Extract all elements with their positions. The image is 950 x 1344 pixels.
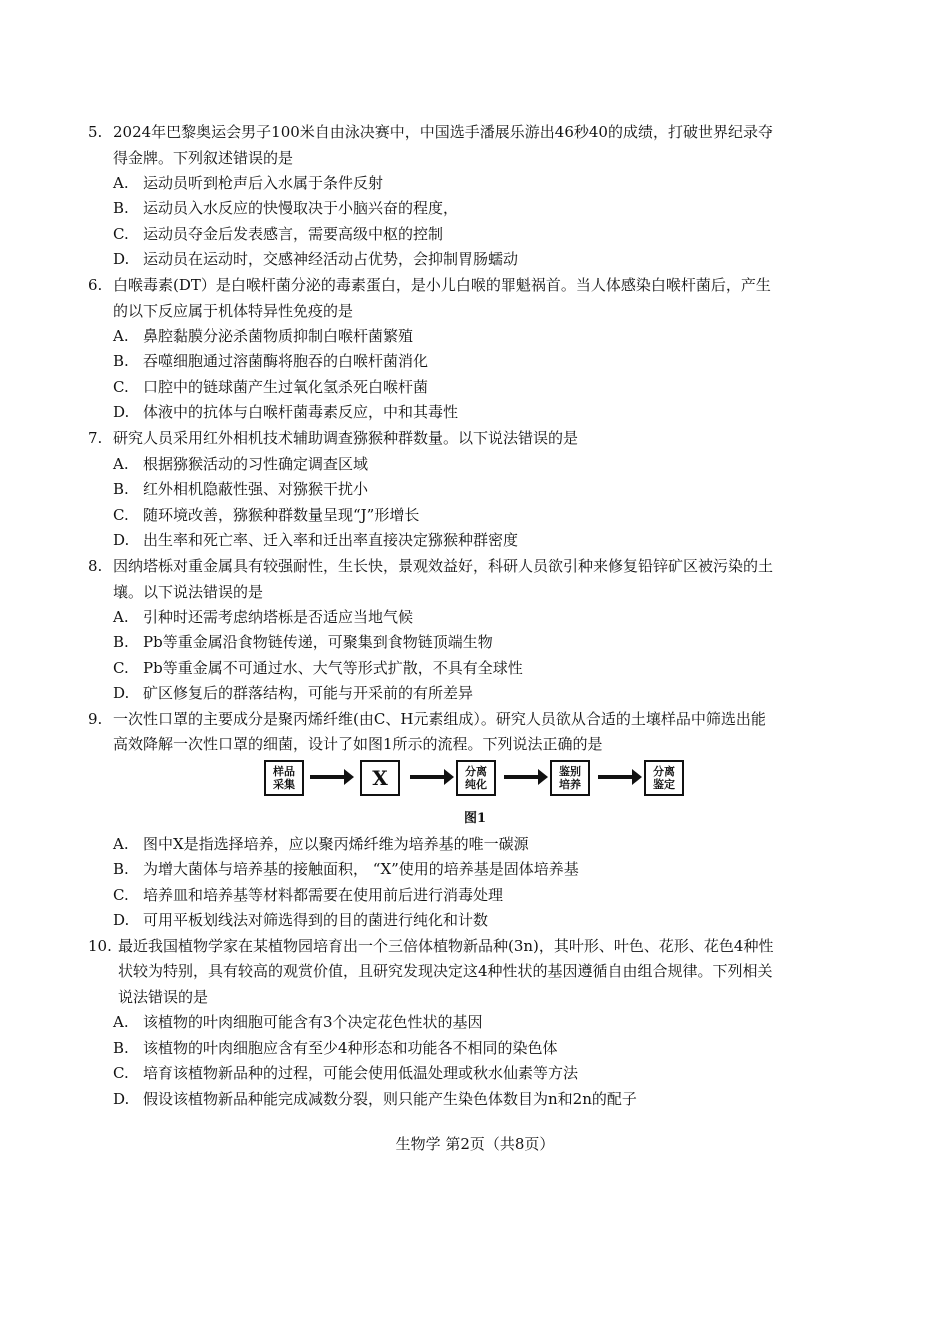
question-number: 10. [88,937,112,955]
option-text: 培育该植物新品种的过程，可能会使用低温处理或秋水仙素等方法 [143,1064,579,1082]
option-label: C. [113,378,129,396]
question-stem: 的以下反应属于机体特异性免疫的是 [113,302,354,320]
option-text: 图中X是指选择培养，应以聚丙烯纤维为培养基的唯一碳源 [143,835,529,853]
option-text: 运动员听到枪声后入水属于条件反射 [143,174,384,192]
flow-arrow [310,775,346,779]
option-text: 出生率和死亡率、迁入率和迁出率直接决定猕猴种群密度 [143,531,519,549]
question-stem: 状较为特别，具有较高的观赏价值，且研究发现决定这4种性状的基因遵循自由组合规律。下列相关 [118,962,773,980]
option-label: A. [113,1013,129,1031]
page-footer: 生物学 第2页（共8页） [395,1135,555,1153]
option-label: B. [113,633,129,651]
option-text: 培养皿和培养基等材料都需要在使用前后进行消毒处理 [143,886,504,904]
question-number: 8. [88,557,103,575]
flow-step-text: 纯化 [465,778,487,791]
question-stem: 得金牌。下列叙述错误的是 [113,149,294,167]
flow-step-text: 鉴定 [653,778,675,791]
flow-step-sample-collection [264,760,304,796]
option-label: D. [113,531,130,549]
question-number: 9. [88,710,103,728]
option-label: C. [113,659,129,677]
question-number: 6. [88,276,103,294]
question-stem: 白喉毒素(DT）是白喉杆菌分泌的毒素蛋白，是小儿白喉的罪魁祸首。当人体感染白喉杆菌后，产生 [113,276,771,294]
option-label: B. [113,1039,129,1057]
option-text: 红外相机隐蔽性强、对猕猴干扰小 [143,480,369,498]
question-stem: 一次性口罩的主要成分是聚丙烯纤维(由C、H元素组成）。研究人员欲从合适的土壤样品中筛选出能 [113,710,766,728]
option-text: Pb等重金属沿食物链传递，可聚集到食物链顶端生物 [143,633,493,651]
option-text: 为增大菌体与培养基的接触面积， “X”使用的培养基是固体培养基 [143,860,579,878]
option-label: B. [113,352,129,370]
flow-step-text: 培养 [559,778,581,791]
option-text: 运动员在运动时，交感神经活动占优势，会抑制胃肠蠕动 [143,250,519,268]
option-text: 矿区修复后的群落结构，可能与开采前的有所差异 [143,684,474,702]
option-label: D. [113,1090,130,1108]
option-text: 可用平板划线法对筛选得到的目的菌进行纯化和计数 [143,911,489,929]
flow-arrow [504,775,540,779]
option-label: A. [113,174,129,192]
option-text: 运动员夺金后发表感言，需要高级中枢的控制 [143,225,444,243]
flow-step-text: 分离 [465,765,487,778]
option-label: C. [113,225,129,243]
flow-diagram [264,760,684,798]
option-label: B. [113,480,129,498]
flow-step-identify-culture [550,760,590,796]
option-label: A. [113,608,129,626]
question-stem: 2024年巴黎奥运会男子100米自由泳决赛中，中国选手潘展乐游出46秒40的成绩，打破世界纪录夺 [113,123,773,141]
question-stem: 壤。以下说法错误的是 [113,583,264,601]
option-text: 该植物的叶肉细胞可能含有3个决定花色性状的基因 [143,1013,483,1031]
option-label: D. [113,403,130,421]
figure-caption: 图1 [464,811,487,826]
option-label: D. [113,250,130,268]
flow-arrow [410,775,446,779]
question-stem: 最近我国植物学家在某植物园培育出一个三倍体植物新品种(3n)，其叶形、叶色、花形、花色4种性 [118,937,774,955]
option-label: A. [113,327,129,345]
flow-step-x: X [360,760,400,796]
option-text: 该植物的叶肉细胞应含有至少4种形态和功能各不相同的染色体 [143,1039,558,1057]
option-label: C. [113,886,129,904]
option-text: 鼻腔黏膜分泌杀菌物质抑制白喉杆菌繁殖 [143,327,414,345]
question-stem: 因纳塔栎对重金属具有较强耐性，生长快，景观效益好，科研人员欲引种来修复铅锌矿区被污染的土 [113,557,774,575]
flow-step-identification [644,760,684,796]
option-text: 假设该植物新品种能完成减数分裂，则只能产生染色体数目为n和2n的配子 [143,1090,637,1108]
option-text: 体液中的抗体与白喉杆菌毒素反应，中和其毒性 [143,403,459,421]
question-stem: 研究人员采用红外相机技术辅助调查猕猴种群数量。以下说法错误的是 [113,429,579,447]
flow-step-text: 采集 [273,778,295,791]
option-text: 口腔中的链球菌产生过氧化氢杀死白喉杆菌 [143,378,429,396]
option-label: A. [113,455,129,473]
option-text: Pb等重金属不可通过水、大气等形式扩散，不具有全球性 [143,659,523,677]
option-label: A. [113,835,129,853]
question-number: 7. [88,429,103,447]
option-label: D. [113,911,130,929]
option-text: 运动员入水反应的快慢取决于小脑兴奋的程度， [143,199,459,217]
option-text: 引种时还需考虑纳塔栎是否适应当地气候 [143,608,414,626]
flow-step-text: 鉴别 [559,765,581,778]
question-stem: 说法错误的是 [118,988,209,1006]
question-number: 5. [88,123,103,141]
option-label: C. [113,506,129,524]
question-stem: 高效降解一次性口罩的细菌，设计了如图1所示的流程。下列说法正确的是 [113,735,603,753]
flow-step-text: 分离 [653,765,675,778]
option-label: D. [113,684,130,702]
option-label: B. [113,199,129,217]
option-label: B. [113,860,129,878]
option-text: 根据猕猴活动的习性确定调查区域 [143,455,369,473]
flow-step-purification [456,760,496,796]
option-label: C. [113,1064,129,1082]
flow-arrow [598,775,634,779]
option-text: 吞噬细胞通过溶菌酶将胞吞的白喉杆菌消化 [143,352,429,370]
flow-step-text: 样品 [273,765,295,778]
option-text: 随环境改善，猕猴种群数量呈现“J”形增长 [143,506,420,524]
